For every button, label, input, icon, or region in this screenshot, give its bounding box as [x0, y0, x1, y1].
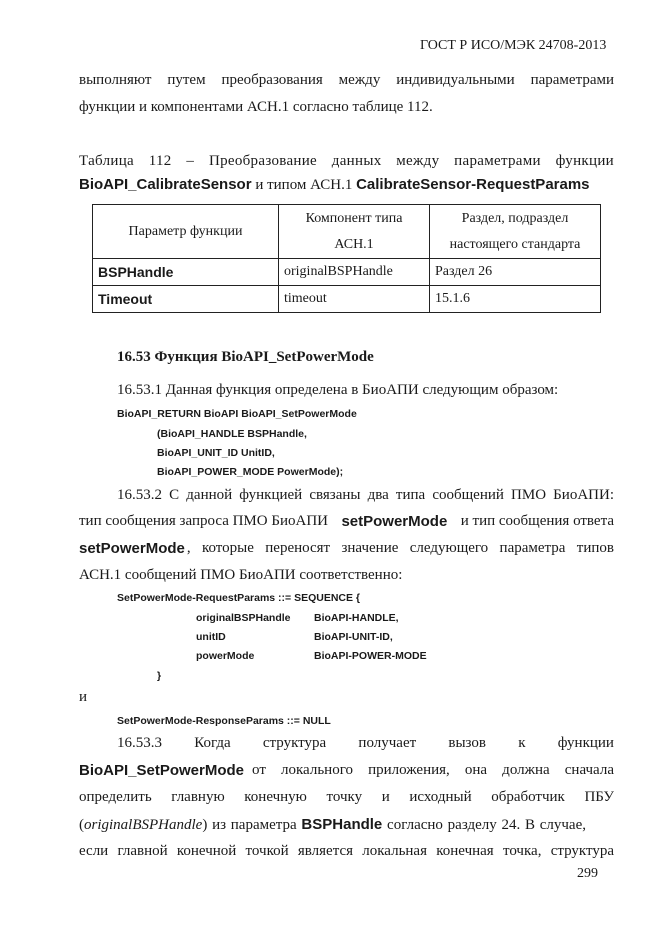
- paragraph-16-53-3-line-5: если главной конечной точкой является локальная конечная точка, структура: [79, 843, 614, 859]
- text-span: (: [79, 817, 84, 833]
- paragraph-16-53-2-line-1: 16.53.2 С данной функцией связаны два типа сообщений ПМО БиоАПИ:: [117, 487, 614, 503]
- paragraph-16-53-2-line-4: АСН.1 сообщений ПМО БиоАПИ соответственно:: [79, 567, 403, 583]
- text-span: , которые переносят значение следующего параметра типов: [186, 540, 614, 556]
- intro-line-2: функции и компонентами АСН.1 согласно таблице 112.: [79, 99, 433, 115]
- code-line: (BioAPI_HANDLE BSPHandle,: [157, 428, 307, 440]
- word: Когда: [194, 735, 231, 751]
- word: 16.53.3: [117, 735, 162, 751]
- code-line: BioAPI_POWER_MODE PowerMode);: [157, 466, 344, 478]
- paragraph-16-53-2-line-2: [79, 513, 614, 530]
- parameter-name: BSPHandle: [301, 816, 383, 833]
- page-number: 299: [577, 866, 598, 881]
- code-line: }: [157, 670, 162, 682]
- table-cell-parameter: BSPHandle: [93, 259, 279, 286]
- word: исходный: [409, 789, 472, 805]
- table-cell-component: timeout: [279, 286, 430, 313]
- code-field-name: unitID: [196, 631, 226, 643]
- code-field-type: BioAPI-UNIT-ID,: [314, 631, 393, 643]
- code-field-name: powerMode: [196, 650, 255, 662]
- header-cell-parameter: Параметр функции: [93, 205, 279, 259]
- code-field-type: BioAPI-POWER-MODE: [314, 650, 427, 662]
- table-header-row: [93, 205, 601, 259]
- caption-type-name: CalibrateSensor-RequestParams: [356, 176, 590, 193]
- table-row: [93, 286, 601, 313]
- word: ПБУ: [584, 789, 614, 805]
- text-span: согласно разделу 24. В случае,: [382, 817, 587, 833]
- text-span: и тип сообщения ответа: [460, 513, 614, 529]
- table-cell-section: 15.1.6: [430, 286, 601, 313]
- section-title: 16.53 Функция BioAPI_SetPowerMode: [117, 349, 374, 365]
- word: точку: [326, 789, 363, 805]
- text-span: тип сообщения запроса ПМО БиоАПИ: [79, 513, 328, 529]
- word: конечную: [244, 789, 307, 805]
- word: определить: [79, 789, 152, 805]
- running-header: ГОСТ Р ИСО/МЭК 24708-2013: [420, 38, 607, 53]
- word: к: [518, 735, 526, 751]
- caption-mid-text: и типом АСН.1: [251, 177, 357, 193]
- conjunction-and: и: [79, 689, 88, 705]
- word: и: [381, 789, 390, 805]
- caption-function-name: BioAPI_CalibrateSensor: [79, 176, 252, 193]
- header-cell-component: [279, 205, 430, 259]
- paragraph-16-53-1: 16.53.1 Данная функция определена в БиоАПИ следующим образом:: [117, 382, 559, 398]
- conversion-table: [92, 204, 601, 313]
- message-type-name: setPowerMode: [79, 540, 185, 557]
- paragraph-16-53-3-line-4: [79, 816, 586, 834]
- paragraph-16-53-3-line-3: [79, 789, 614, 806]
- handle-name: originalBSPHandle: [84, 817, 203, 833]
- paragraph-16-53-3-line-1: [117, 735, 614, 752]
- intro-line-1: выполняют путем преобразования между индивидуальными параметрами: [79, 72, 614, 88]
- table-caption-line-1: Таблица 112 – Преобразование данных между параметрами функции: [79, 153, 614, 169]
- header-cell-section: [430, 205, 601, 259]
- code-line: BioAPI_RETURN BioAPI BioAPI_SetPowerMode: [117, 408, 357, 420]
- word: главную: [171, 789, 225, 805]
- message-type-name: setPowerMode: [341, 513, 448, 530]
- function-name: BioAPI_SetPowerMode: [79, 762, 245, 779]
- table-cell-parameter: Timeout: [93, 286, 279, 313]
- code-line: BioAPI_UNIT_ID UnitID,: [157, 447, 275, 459]
- paragraph-16-53-2-line-3: [79, 540, 614, 557]
- code-line: SetPowerMode-ResponseParams ::= NULL: [117, 715, 331, 727]
- text-span: ) из параметра: [202, 817, 302, 833]
- word: обработчик: [491, 789, 565, 805]
- paragraph-16-53-3-line-2: [79, 762, 614, 779]
- word: функции: [557, 735, 614, 751]
- header-line: Раздел, подраздел: [461, 210, 569, 226]
- header-line: настоящего стандарта: [449, 236, 581, 252]
- table-row: [93, 259, 601, 286]
- table-cell-section: Раздел 26: [430, 259, 601, 286]
- word: вызов: [448, 735, 486, 751]
- code-line: SetPowerMode-RequestParams ::= SEQUENCE {: [117, 592, 361, 604]
- header-line: Компонент типа: [305, 210, 403, 226]
- code-field-type: BioAPI-HANDLE,: [314, 612, 399, 624]
- word: получает: [358, 735, 417, 751]
- table-cell-component: originalBSPHandle: [279, 259, 430, 286]
- code-field-name: originalBSPHandle: [196, 612, 291, 624]
- text-span: от локального приложения, она должна сначала: [252, 762, 614, 778]
- word: структура: [262, 735, 327, 751]
- table-caption-line-2: [79, 176, 590, 194]
- header-line: АСН.1: [334, 236, 374, 252]
